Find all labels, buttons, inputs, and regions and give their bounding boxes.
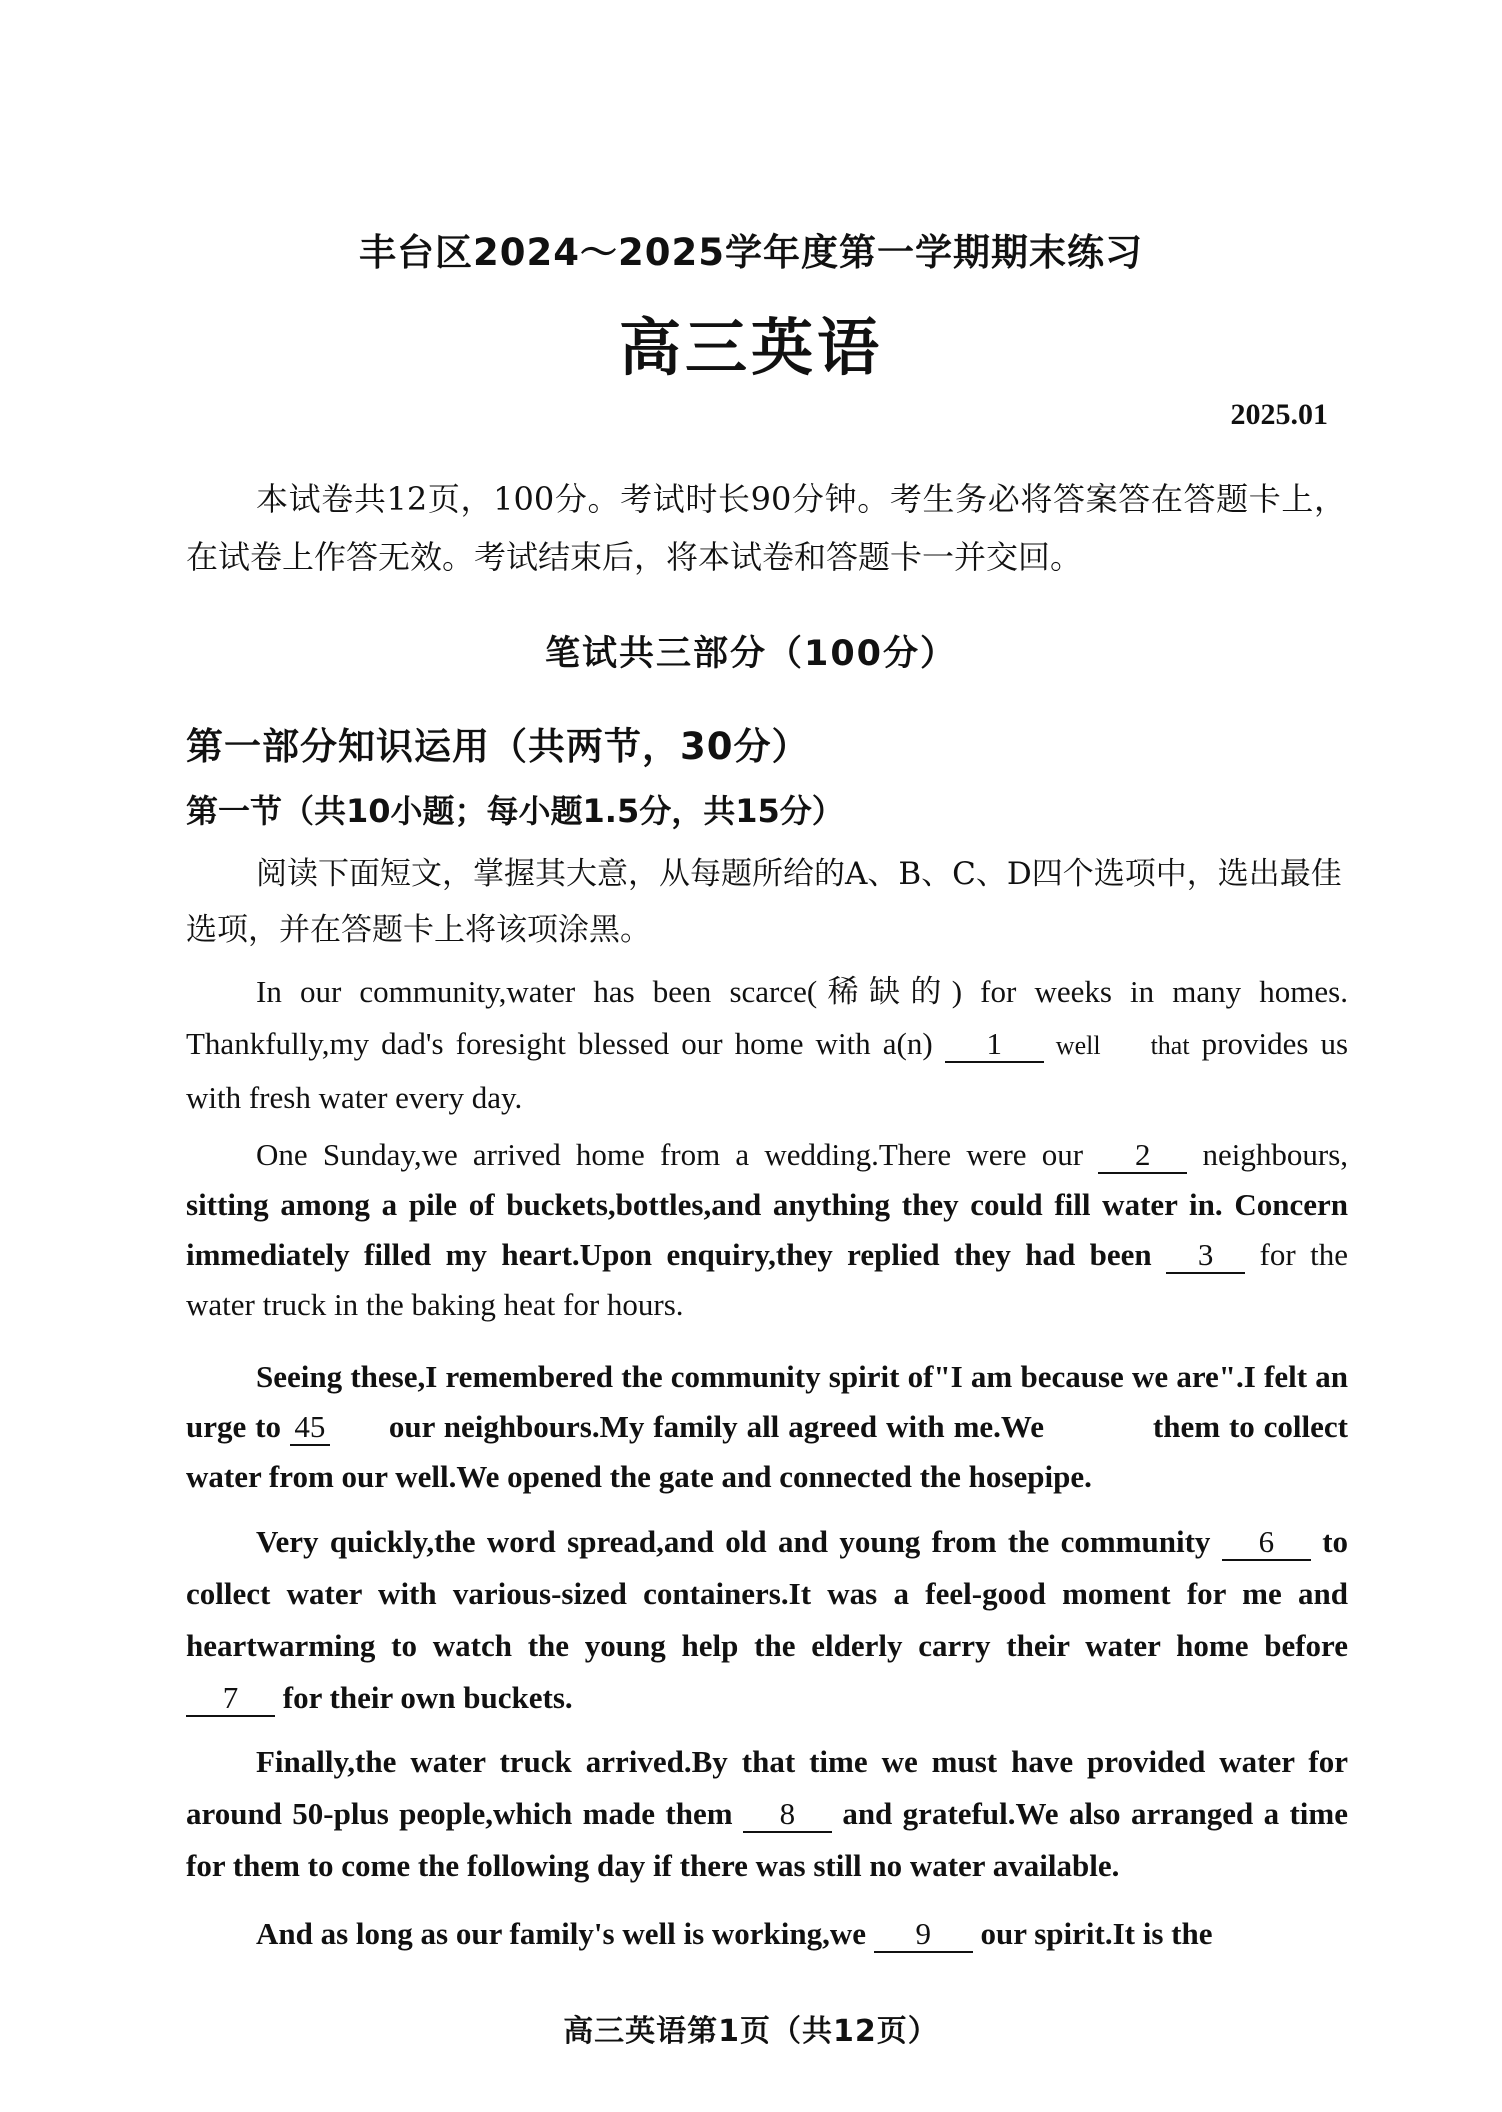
section-heading: 笔试共三部分（100分） bbox=[544, 634, 958, 674]
passage-text: well bbox=[1055, 1031, 1101, 1060]
page-footer: 高三英语第1页（共12页） bbox=[563, 2014, 939, 2049]
instructions: 阅读下面短文，掌握其大意，从每题所给的A、B、C、D四个选项中，选出最佳选项，并在答题卡上将该项涂黑。 bbox=[186, 856, 1342, 948]
passage-paragraph-5 bbox=[186, 1736, 1348, 1892]
blank-1: 1 bbox=[945, 1027, 1044, 1063]
exam-date: 2025.01 bbox=[1230, 398, 1328, 431]
passage-text: Very quickly,the word spread,and old and young from the community bbox=[256, 1524, 1211, 1559]
blank-3: 3 bbox=[1166, 1238, 1245, 1274]
passage-text: our spirit.It is the bbox=[980, 1916, 1213, 1951]
passage-text: provides us with fresh water every day. bbox=[186, 1026, 1349, 1115]
passage-text: sitting among a pile of buckets,bottles,and anything they could fill water in. Concern immediately filled my heart.Upon enquiry,they replied they had been bbox=[186, 1187, 1348, 1272]
passage-text: One Sunday,we arrived home from a wedding.There were our bbox=[256, 1137, 1084, 1172]
passage-text: our neighbours.My family all agreed with me.We bbox=[388, 1409, 1044, 1444]
exam-intro: 本试卷共12页，100分。考试时长90分钟。考生务必将答案答在答题卡上，在试卷上作答无效。考试结束后，将本试卷和答题卡一并交回。 bbox=[186, 480, 1346, 576]
blank-7: 7 bbox=[186, 1681, 275, 1717]
passage-text: for the water truck in the baking heat for hours. bbox=[186, 1237, 1348, 1322]
passage-paragraph-2 bbox=[186, 1130, 1348, 1330]
passage-text: and grateful.We also arranged a time for them to come the following day if there was still no water available. bbox=[186, 1796, 1348, 1883]
passage-paragraph-1 bbox=[186, 966, 1348, 1124]
passage-paragraph-6 bbox=[186, 1908, 1348, 1960]
exam-subject: 高三英语 bbox=[618, 311, 883, 384]
passage-text: them to collect water from our well.We opened the gate and connected the hosepipe. bbox=[186, 1409, 1349, 1494]
passage-text: Seeing these,I remembered the community spirit of"I am because we are".I felt an urge to bbox=[186, 1359, 1348, 1444]
subsection-heading: 第一节（共10小题；每小题1.5分，共15分） bbox=[186, 792, 844, 830]
passage-text: to collect water with various-sized containers.It was a feel-good moment for me and heartwarming to watch the young help the elderly carry their water home before bbox=[186, 1524, 1349, 1663]
exam-title: 丰台区2024～2025学年度第一学期期末练习 bbox=[359, 231, 1143, 274]
blank-6: 6 bbox=[1222, 1525, 1311, 1561]
blank-2: 2 bbox=[1098, 1138, 1187, 1174]
passage-text: that bbox=[1150, 1031, 1190, 1060]
part-heading: 第一部分知识运用（共两节，30分） bbox=[186, 725, 810, 768]
passage-text: In our community,water has been scarce(稀缺的) for weeks in many homes. Thankfully,my dad's foresight blessed our home with a(n) bbox=[186, 974, 1348, 1061]
passage-text: for their own buckets. bbox=[282, 1680, 573, 1715]
blank-8: 8 bbox=[743, 1797, 832, 1833]
blank-4-5: 45 bbox=[290, 1410, 330, 1446]
passage-text: neighbours, bbox=[1202, 1137, 1349, 1172]
passage-text: Finally,the water truck arrived.By that time we must have provided water for around 50-plus people,which made them bbox=[186, 1744, 1348, 1831]
passage-paragraph-4 bbox=[186, 1516, 1348, 1724]
passage-text: And as long as our family's well is working,we bbox=[256, 1916, 867, 1951]
passage-paragraph-3 bbox=[186, 1352, 1348, 1502]
blank-9: 9 bbox=[874, 1917, 973, 1953]
